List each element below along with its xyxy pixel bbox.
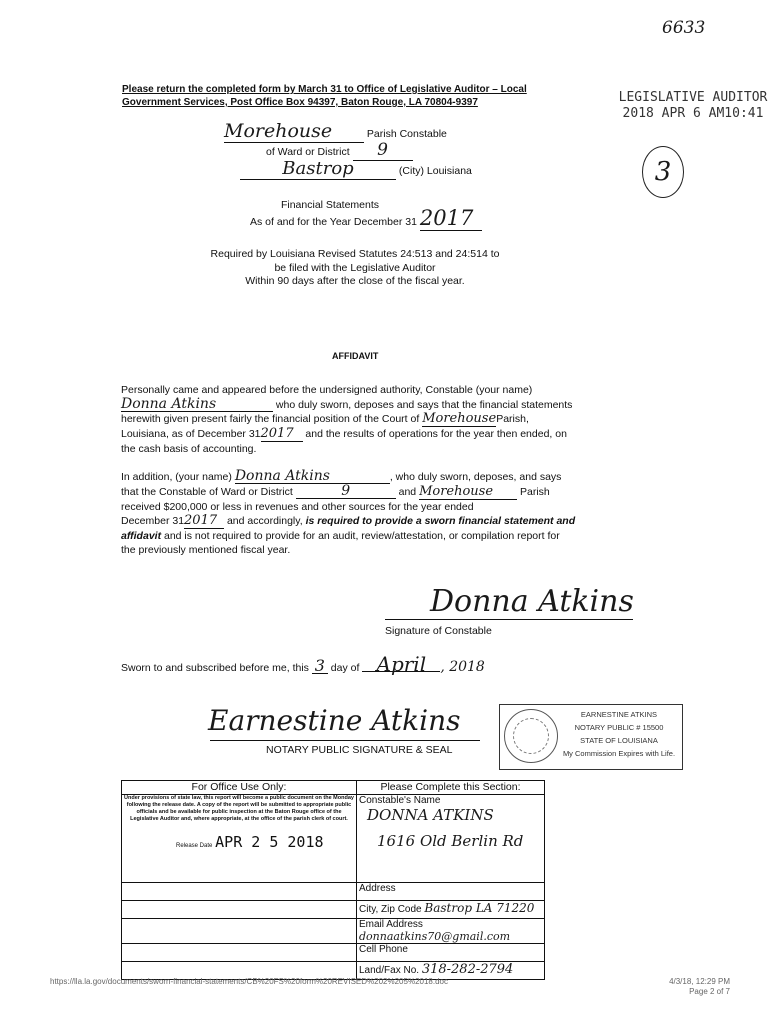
- p2-line-4a: December 31: [121, 515, 185, 527]
- parish-label: Parish Constable: [366, 128, 447, 140]
- sworn-month: April: [362, 657, 440, 672]
- affidavit-heading: AFFIDAVIT: [332, 351, 379, 361]
- email-value: donnaatkins70@gmail.com: [359, 930, 511, 943]
- p2-year: 2017: [184, 514, 224, 529]
- public-document-notice: Under provisions of state law, this report will become a public document on the Monday following the release date. A copy of the report will be submitted to appropriate public officials and be available for public inspection at the Baton Rouge office of the Legislative Auditor and, where appropriate, at the office of the parish clerk of court.: [124, 795, 354, 822]
- fax-value: 318-282-2794: [421, 962, 514, 977]
- notary-label: NOTARY PUBLIC SIGNATURE & SEAL: [266, 744, 453, 756]
- blank-cell: [122, 944, 357, 962]
- fs-title: Financial Statements: [280, 199, 380, 211]
- p1-line-4b: and the results of operations for the year then ended, on: [305, 428, 567, 440]
- constable-name-label: Constable's Name: [359, 795, 441, 806]
- p1-line-3-text: herewith given present fairly the financial position of the Court of: [121, 413, 420, 425]
- complete-section-header: Please Complete this Section:: [357, 781, 545, 795]
- signature-line: [385, 619, 633, 620]
- notary-stamp-text: [560, 708, 678, 760]
- notary-signature: Earnestine Atkins: [208, 704, 461, 737]
- p2-line-1b: , who duly sworn, deposes, and says: [389, 471, 562, 483]
- circled-number: 3: [642, 146, 684, 198]
- p2-line-4b: and accordingly,: [226, 515, 303, 527]
- p2-and: and: [398, 486, 417, 498]
- p1-line-2: [121, 397, 596, 412]
- address-value: 1616 Old Berlin Rd: [377, 832, 524, 850]
- affidavit-paragraph-2: [121, 469, 596, 557]
- fs-year-line: [250, 206, 482, 231]
- constable-signature: Donna Atkins: [430, 584, 634, 619]
- p2-line-1: [121, 469, 596, 484]
- p1-name: Donna Atkins: [121, 397, 273, 412]
- constable-name-value: DONNA ATKINS: [367, 806, 494, 824]
- statute-block: [170, 248, 540, 289]
- p2-line-5b: and is not required to provide for an audit, review/attestation, or compilation report for: [164, 530, 560, 542]
- p2-line-4c: is required to provide a sworn financial statement and: [305, 515, 576, 527]
- p2-parish-label: Parish: [519, 486, 550, 498]
- notary-stamp-line-4: My Commission Expires with Life.: [562, 749, 676, 758]
- statute-line-1: Required by Louisiana Revised Statutes 24:513 and 24:514 to: [210, 248, 500, 260]
- city-label: (City) Louisiana: [398, 165, 472, 177]
- affidavit-paragraph-1: [121, 383, 596, 456]
- statute-line-2: be filed with the Legislative Auditor: [274, 261, 436, 274]
- p2-line-5: [121, 529, 596, 543]
- p2-parish-value: Morehouse: [419, 485, 517, 500]
- p2-line-6: the previously mentioned fiscal year.: [121, 544, 291, 556]
- ward-value: 9: [353, 140, 413, 161]
- sworn-text-a: Sworn to and subscribed before me, this: [121, 662, 309, 674]
- sworn-line: [121, 652, 485, 676]
- sworn-day: 3: [312, 659, 328, 674]
- p2-ward: 9: [296, 484, 396, 499]
- notary-stamp-line-2: NOTARY PUBLIC # 15500: [574, 723, 664, 732]
- p2-line-1a: In addition, (your name): [121, 471, 232, 483]
- received-stamp: [618, 90, 768, 122]
- release-date-row: [124, 833, 354, 851]
- p2-line-5a: affidavit: [121, 530, 162, 542]
- notary-signature-line: [210, 740, 480, 741]
- p1-line-4a: Louisiana, as of December 31: [121, 428, 261, 440]
- notice-cell: [122, 795, 357, 883]
- notary-stamp-line-1: EARNESTINE ATKINS: [580, 710, 658, 719]
- cell-phone-cell: [357, 944, 545, 962]
- return-instructions: Please return the completed form by March 31 to Office of Legislative Auditor – Local Government Services, Post Office Box 94397, Baton Rouge, LA 70804-9397: [122, 84, 527, 108]
- p2-line-2a: that the Constable of Ward or District: [121, 486, 293, 498]
- document-number: 6633: [662, 18, 706, 38]
- p1-line-4: [121, 427, 596, 442]
- release-date-value: APR 2 5 2018: [215, 833, 324, 851]
- sworn-text-b: day of: [330, 662, 360, 674]
- p2-line-4: [121, 514, 596, 529]
- p1-year: 2017: [261, 427, 303, 442]
- city-zip-value: Bastrop LA 71220: [424, 901, 535, 915]
- blank-cell: [122, 883, 357, 901]
- city-value: Bastrop: [240, 158, 396, 180]
- constable-name-cell: [357, 795, 545, 883]
- email-cell: [357, 919, 545, 944]
- cell-phone-label: Cell Phone: [359, 944, 408, 955]
- p2-name: Donna Atkins: [235, 469, 390, 484]
- footer-url: https://lla.la.gov/documents/sworn-financial-statements/CB%20FS%20form%20REVISED%202%205%2018.doc: [50, 977, 448, 986]
- footer-datetime: 4/3/18, 12:29 PM: [669, 977, 730, 986]
- p1-line-5: the cash basis of accounting.: [121, 443, 257, 455]
- ward-label: of Ward or District: [266, 146, 350, 158]
- p1-line-2-rest: who duly sworn, deposes and says that the financial statements: [275, 399, 573, 411]
- p2-line-2: [121, 484, 596, 500]
- release-date-label: Release Date: [176, 843, 213, 849]
- p2-line-3: received $200,000 or less in revenues and other sources for the year ended: [121, 501, 474, 513]
- stamp-line-2: 2018 APR 6 AM10:41: [622, 106, 764, 121]
- email-label: Email Address: [359, 919, 423, 930]
- stamp-line-1: LEGISLATIVE AUDITOR: [618, 90, 768, 105]
- p1-parish: Parish,: [496, 413, 529, 425]
- p1-court: Morehouse: [422, 411, 497, 426]
- city-zip-label: City, Zip Code: [359, 904, 422, 915]
- signature-label: Signature of Constable: [385, 625, 492, 637]
- fs-year-value: 2017: [420, 206, 482, 231]
- statute-line-3: Within 90 days after the close of the fiscal year.: [245, 275, 465, 287]
- office-use-header: For Office Use Only:: [122, 781, 357, 795]
- p1-line-3: [121, 412, 596, 427]
- blank-cell: [122, 919, 357, 944]
- fs-year-label: As of and for the Year December 31: [250, 216, 417, 228]
- fax-label: Land/Fax No.: [359, 965, 420, 976]
- p1-line-1: Personally came and appeared before the undersigned authority, Constable (your name): [121, 384, 533, 396]
- address-label: Address: [357, 883, 545, 901]
- city-zip-cell: [357, 901, 545, 919]
- office-use-table: [121, 780, 545, 980]
- parish-value: Morehouse: [224, 120, 364, 143]
- sworn-year: , 2018: [440, 659, 485, 675]
- notary-stamp-line-3: STATE OF LOUISIANA: [580, 736, 658, 745]
- footer-page: Page 2 of 7: [689, 987, 730, 996]
- blank-cell: [122, 901, 357, 919]
- city-line: [240, 158, 472, 180]
- notary-seal-icon: [504, 709, 558, 763]
